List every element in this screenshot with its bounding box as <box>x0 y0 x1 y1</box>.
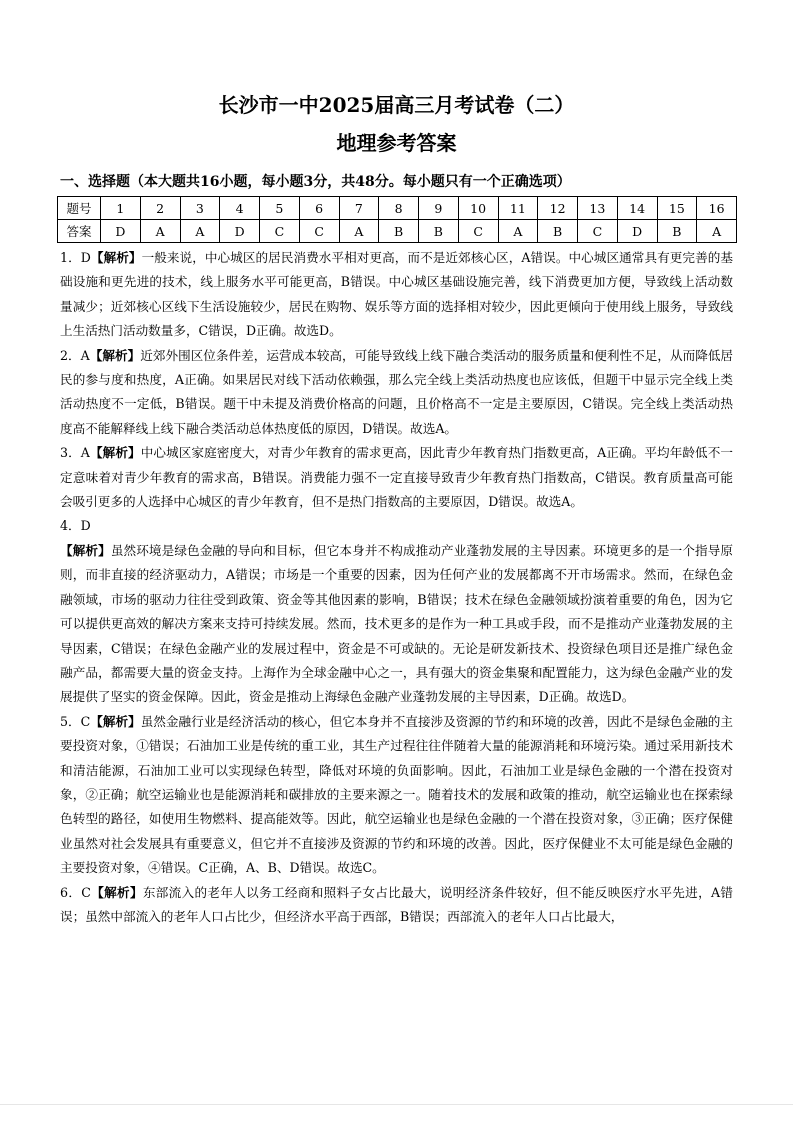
row-label-answer: 答案 <box>58 220 101 243</box>
explanation-tag: 【解析】 <box>89 445 141 461</box>
answer-cell: B <box>379 220 419 243</box>
number-cell: 15 <box>657 197 697 220</box>
number-cell: 7 <box>339 197 379 220</box>
number-cell: 11 <box>498 197 538 220</box>
page-title: 长沙市一中2025届高三月考试卷（二） <box>218 93 575 117</box>
explanation-text: 近郊外围区位条件差，运营成本较高，可能导致线上线下融合类活动的服务质量和便利性不足，从而降低居民的参与度和热度，A正确。如果居民对线下活动依赖强，那么完全线上类活动热度也应该低，但题干中显示完全线上类活动热度不一定低，B错误。题干中未提及消费价格高的问题，且价格高不一定是主要原因，C错误。完全线上类活动热度高不能解释线上线下融合类活动总体热度低的原因，D错误。故选A。 <box>60 347 734 436</box>
number-cell: 1 <box>101 197 141 220</box>
number-cell: 6 <box>299 197 339 220</box>
page-subtitle: 地理参考答案 <box>336 131 457 155</box>
explanation-text: 一般来说，中心城区的居民消费水平相对更高，而不是近郊核心区，A错误。中心城区通常具有更完善的基础设施和更先进的技术，线上服务水平可能更高，B错误。中心城区基础设施完善，线下消费更加方便，导致线上活动数量减少；近郊核心区线下生活设施较少，居民在购物、娱乐等方面的选择相对较少，因此更倾向于使用线上服务，导致线上生活热门活动数量多，C错误，D正确。故选D。 <box>60 250 733 339</box>
explanation-tag: 【解析】 <box>90 250 142 265</box>
explanation-prefix: 3．A <box>60 445 90 461</box>
explanation-prefix: 4．D <box>60 518 91 534</box>
explanation-tag: 【解析】 <box>60 542 111 558</box>
number-cell: 9 <box>419 197 459 220</box>
number-cell: 13 <box>578 197 618 220</box>
answer-table-answer-row <box>58 220 737 243</box>
number-cell: 3 <box>180 197 220 220</box>
answer-cell: C <box>260 220 300 243</box>
explanation-q2 <box>60 344 733 442</box>
explanation-q3 <box>60 441 733 514</box>
number-cell: 16 <box>697 197 737 220</box>
explanation-prefix: 5．C <box>60 713 91 729</box>
answer-table <box>57 196 737 243</box>
explanation-q5 <box>60 710 733 881</box>
number-cell: 14 <box>617 197 657 220</box>
answer-cell: C <box>578 220 618 243</box>
section-heading: 一、选择题（本大题共16小题，每小题3分，共48分。每小题只有一个正确选项） <box>60 174 571 190</box>
answer-cell: D <box>220 220 260 243</box>
explanation-text: 虽然环境是绿色金融的导向和目标，但它本身并不构成推动产业蓬勃发展的主导因素。环境更多的是一个指导原则，而非直接的经济驱动力，A错误；市场是一个重要的因素，因为任何产业的发展都离不开市场需求。然而，在绿色金融领域，市场的驱动力往往受到政策、资金等其他因素的影响，B错误；技术在绿色金融领域扮演着重要的角色，因为它可以提供更高效的解决方案来支持可持续发展。然而，技术更多的是作为一种工具或手段，而不是推动产业蓬勃发展的主导因素，C错误；在绿色金融产业的发展过程中，资金是不可或缺的。无论是研发新技术、投资绿色项目还是推广绿色金融产品，都需要大量的资金支持。上海作为全球金融中心之一，具有强大的资金集聚和配置能力，这为绿色金融产业的发展提供了坚实的资金保障。因此，资金是推动上海绿色金融产业蓬勃发展的主导因素，D正确。故选D。 <box>60 542 734 705</box>
row-label-number: 题号 <box>58 197 101 220</box>
answer-cell: B <box>538 220 578 243</box>
answer-cell: B <box>657 220 697 243</box>
explanation-text: 中心城区家庭密度大，对青少年教育的需求更高，因此青少年教育热门指数更高，A正确。平均年龄低不一定意味着对青少年教育的需求高，B错误。消费能力强不一定直接导致青少年教育热门指数高，C错误。教育质量高可能会吸引更多的人选择中心城区的青少年教育，但不是热门指数高的主要原因，D错误。故选A。 <box>60 445 734 510</box>
answer-table-number-row <box>58 197 737 220</box>
explanation-tag: 【解析】 <box>90 884 143 900</box>
explanation-q4-answer <box>60 514 733 538</box>
answer-cell: C <box>458 220 498 243</box>
answer-cell: B <box>419 220 459 243</box>
answer-cell: C <box>299 220 339 243</box>
answer-cell: A <box>339 220 379 243</box>
explanation-prefix: 2．A <box>60 347 90 363</box>
number-cell: 4 <box>220 197 260 220</box>
explanation-text: 虽然金融行业是经济活动的核心，但它本身并不直接涉及资源的节约和环境的改善，因此不是绿色金融的主要投资对象，①错误；石油加工业是传统的重工业，其生产过程往往伴随着大量的能源消耗和环境污染。通过采用新技术和清洁能源，石油加工业可以实现绿色转型，降低对环境的负面影响。因此，石油加工业是绿色金融的一个潜在投资对象，②正确；航空运输业也是能源消耗和碳排放的主要来源之一。随着技术的发展和政策的推动，航空运输业也在探索绿色转型的路径，如使用生物燃料、提高能效等。因此，航空运输业也是绿色金融的一个潜在投资对象，③正确；医疗保健业虽然对社会发展具有重要意义，但它并不直接涉及资源的节约和环境的改善。因此，医疗保健业不太可能是绿色金融的主要投资对象，④错误。C正确，A、B、D错误。故选C。 <box>60 713 734 876</box>
explanation-q6 <box>60 881 733 930</box>
explanation-q4 <box>60 539 733 710</box>
page-bottom-divider <box>0 1104 793 1105</box>
explanations <box>60 246 733 929</box>
number-cell: 5 <box>260 197 300 220</box>
number-cell: 12 <box>538 197 578 220</box>
answer-cell: D <box>101 220 141 243</box>
explanation-q1 <box>60 246 733 344</box>
explanation-tag: 【解析】 <box>89 347 141 363</box>
answer-cell: A <box>697 220 737 243</box>
explanation-prefix: 6．C <box>60 884 91 900</box>
explanation-text: 东部流入的老年人以务工经商和照料子女占比最大，说明经济条件较好，但不能反映医疗水平先进，A错误；虽然中部流入的老年人口占比少，但经济水平高于西部，B错误；西部流入的老年人口占比最大， <box>60 884 733 924</box>
answer-cell: A <box>180 220 220 243</box>
explanation-tag: 【解析】 <box>90 713 141 729</box>
number-cell: 8 <box>379 197 419 220</box>
answer-cell: D <box>617 220 657 243</box>
number-cell: 10 <box>458 197 498 220</box>
answer-cell: A <box>498 220 538 243</box>
answer-cell: A <box>140 220 180 243</box>
number-cell: 2 <box>140 197 180 220</box>
explanation-prefix: 1．D <box>60 250 91 265</box>
